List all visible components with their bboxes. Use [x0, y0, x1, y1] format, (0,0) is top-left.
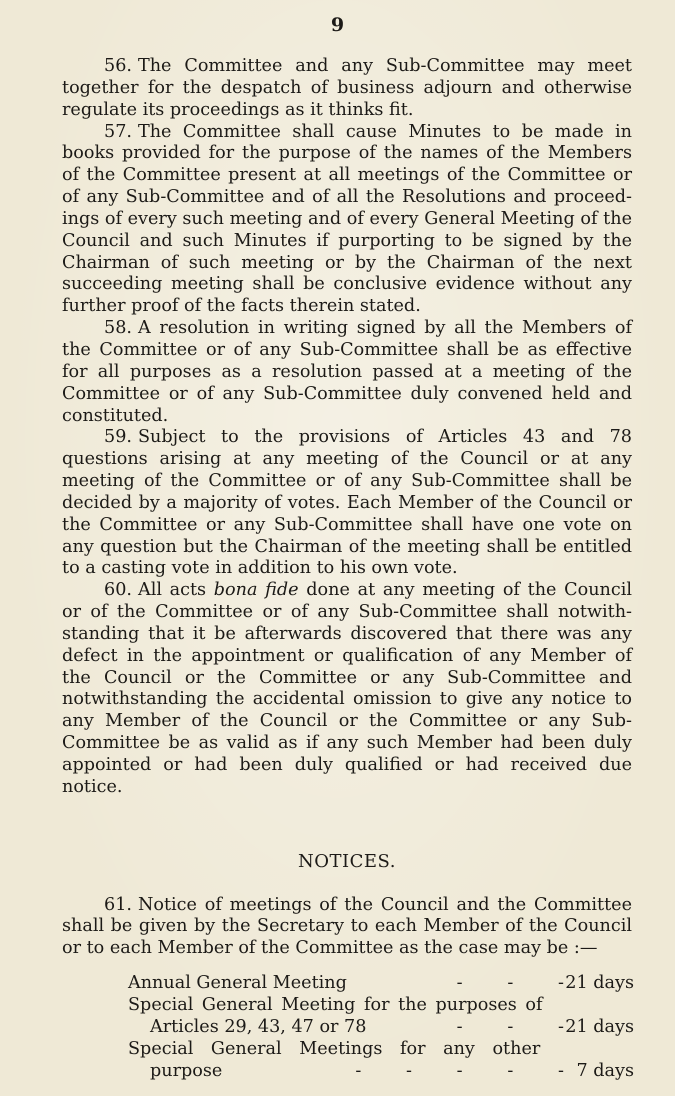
notice-row-leader: - - -	[456, 973, 564, 994]
notice-row-special-heading	[128, 994, 634, 1016]
article-number: 57.	[104, 121, 132, 142]
section-heading-notices: NOTICES.	[298, 850, 396, 872]
notice-row-label: Special General Meetings for any other	[128, 1039, 541, 1060]
article-59	[62, 427, 632, 580]
article-61	[62, 895, 632, 961]
article-56	[62, 56, 632, 122]
body-text	[62, 56, 632, 1082]
article-text-italic: bona fide	[213, 580, 299, 601]
article-text: Subject to the provisions of Articles 43 and 78 questions arising at any meeting of the Council or at any meeting of the Committee or of any Sub-Committee shall be decided by a majority of votes. Each Member of the Council or the Committee or any Sub-Committee shall have one vote on any question but the Chairman of the meeting shall be entitled to a casting vote in addition to his own vote.	[62, 427, 632, 579]
notice-row-label: Special General Meeting for the purposes of	[128, 995, 543, 1016]
article-60	[62, 580, 632, 798]
article-number: 59.	[104, 427, 132, 448]
article-58	[62, 318, 632, 427]
article-text-after: done at any meeting of the Council or of the Committee or of any Sub-Committee shall notwithstanding that it be afterwards discovered that there was any defect in the appointment or qualification of any Member of the Council or the Committee or any Sub-Committee and notwithstanding the accidental omission to give any notice to any Member of the Council or the Committee or any Sub-Committee be as valid as if any such Member had been duly appointed or had been duly qualified or had received due notice.	[62, 580, 632, 797]
notice-periods-table	[128, 972, 634, 1082]
notice-row-days: 21 days	[565, 1017, 634, 1038]
notice-row-leader: - - - - -	[355, 1061, 564, 1082]
article-text: The Committee shall cause Minutes to be made in books provided for the purpose of the names of the Members of the Committee present at all meetings of the Committee or of any Sub-Committee and of all the Resolutions and proceedings of every such meeting and of every General Meeting of the Council and such Minutes if purporting to be signed by the Chairman of such meeting or by the Chairman of the next succeeding meeting shall be conclusive evidence without any further proof of the facts therein stated.	[62, 121, 632, 317]
article-number: 56.	[104, 56, 132, 76]
article-number: 60.	[104, 580, 132, 601]
notice-row-special-articles	[128, 1016, 634, 1038]
article-text-before: All acts	[137, 580, 214, 601]
notice-row-label: Articles 29, 43, 47 or 78	[150, 1017, 367, 1038]
notice-row-days: 21 days	[565, 973, 634, 994]
notice-row-annual	[128, 972, 634, 994]
article-text: The Committee and any Sub-Committee may meet together for the despatch of business adjourn and otherwise regulate its proceedings as it thinks fit.	[62, 56, 632, 120]
article-number: 58.	[104, 318, 132, 339]
notice-row-label: Annual General Meeting	[128, 973, 347, 994]
notice-row-special-other	[128, 1060, 634, 1082]
article-text: A resolution in writing signed by all the Members of the Committee or of any Sub-Committee shall be as effective for all purposes as a resolution passed at a meeting of the Committee or of any Sub-Committee duly convened held and constituted.	[62, 318, 632, 426]
notice-row-days: 7 days	[576, 1061, 634, 1082]
notice-row-label: purpose	[150, 1061, 223, 1082]
article-number: 61.	[104, 894, 132, 915]
article-text: Notice of meetings of the Council and the Committee shall be given by the Secretary to each Member of the Council or to each Member of the Committee as the case may be :—	[62, 894, 632, 959]
page-number: 9	[330, 14, 345, 36]
article-57	[62, 122, 632, 319]
notice-row-special-other-heading	[128, 1038, 634, 1060]
notice-row-leader: - - -	[456, 1017, 564, 1038]
